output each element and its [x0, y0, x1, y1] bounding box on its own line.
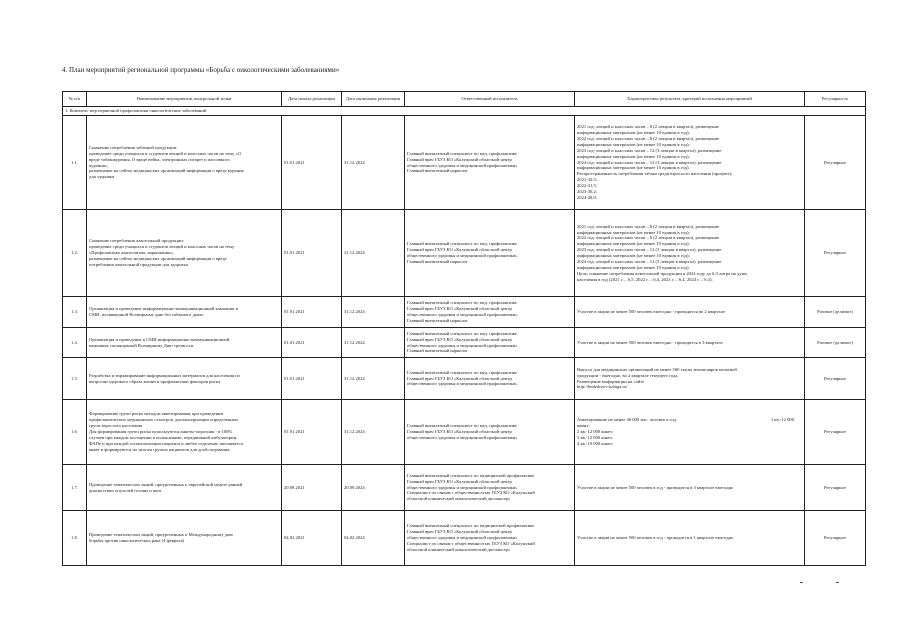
responsible-executor — [405, 328, 575, 358]
frequency: Регулярное — [805, 465, 866, 511]
row-number: 1.2. — [63, 210, 87, 297]
end-date: 31.12.2024 — [342, 358, 405, 400]
responsible-executor — [405, 116, 575, 210]
result-line: 2023 год: лекций и классных часов – 12 (3 лекции в квартал), размещение — [577, 147, 722, 153]
responsible-line: Главный внештатный нарколог — [407, 258, 468, 264]
event-name-line: групп взрослого населения — [89, 423, 143, 429]
row-number: 1.4. — [63, 328, 87, 358]
event-name-line: потребления алкогольной продукции для здоровья — [89, 261, 188, 267]
event-name-line: Формирование групп риска методом анкетирования при проведении — [89, 411, 223, 417]
row-number: 1.3. — [63, 297, 87, 328]
event-name-line: Снижение потребления алкогольной продукции: — [89, 238, 184, 244]
result-line: Анкетирование не менее 46 000 тыс. человек в год: — [577, 417, 678, 423]
responsible-line: Главный врач ГБУЗ КО «Калужский областной центр — [407, 429, 512, 435]
responsible-line: Главный внештатный специалист по мед. профилактике — [407, 241, 517, 247]
result-line: 2024 год: лекций и классных часов – 12 (3 лекции в квартал), размещение — [577, 258, 722, 264]
responsible-line: Главный внештатный нарколог — [407, 348, 468, 354]
start-date: 01.01.2021 — [282, 297, 342, 328]
start-date: 04.02.2021 — [282, 511, 342, 566]
event-name — [87, 328, 282, 358]
responsible-line: общественного здоровья и медицинской профилактики» — [407, 162, 518, 168]
event-name-line: анкет и формируются по итогам группы пациентов для дообследования. — [89, 446, 231, 452]
result-quarter-note: 1 кв.-12 000 — [770, 417, 794, 423]
responsible-line: Главный внештатный специалист по мед. профилактике — [407, 423, 517, 429]
table-row — [63, 400, 866, 465]
responsible-line: Главный врач ГБУЗ КО «Калужский областной центр — [407, 375, 512, 381]
responsible-executor — [405, 358, 575, 400]
result-line: информационных материалов (не менее 10 единиц в год); — [577, 253, 690, 258]
scan-mark — [800, 582, 803, 583]
event-name-line: Разработка и тиражирование информационных материалов для населения по — [89, 372, 240, 378]
result-line: 2021-32,5; — [577, 177, 598, 183]
table-row — [63, 116, 866, 210]
event-name-line: ФАПе и при каждой госпитализации пациента в любое отделение заполняется — [89, 440, 243, 446]
result-line: Распространенность потребления табака среди взрослого населения (процент): — [577, 171, 733, 177]
event-name-line: вреде табакокурения. О вреде вейпа, электронных сигарет и пассивного — [89, 156, 230, 162]
event-name — [87, 400, 282, 465]
end-date: 31.12.2024 — [342, 400, 405, 465]
table-row — [63, 465, 866, 511]
event-name — [87, 297, 282, 328]
table-row — [63, 511, 866, 566]
responsible-executor — [405, 210, 575, 297]
event-name-line: размещение на сайтах медицинских организаций информации о вреде — [89, 255, 227, 261]
event-name-line: курения», — [89, 162, 109, 168]
result-line: 2022 год: лекций и классных часов – 8 (2 лекции в квартал), размещение — [577, 136, 720, 142]
event-name-line: проведение среди учащихся и студентов лекций и классных часов на тему «О — [89, 150, 241, 156]
result-line: Участие в акции не менее 500 человек ежегодно - проводится во 2 квартале — [577, 309, 725, 315]
frequency: Регулярное — [805, 400, 866, 465]
frequency: Разовое (делимое) — [805, 328, 866, 358]
row-number: 1.5. — [63, 358, 87, 400]
result-line: информационных материалов (не менее 10 единиц в год); — [577, 153, 690, 159]
row-number: 1.7. — [63, 465, 87, 511]
responsible-line: общественного здоровья и медицинской профилактики» — [407, 342, 518, 348]
table-row — [63, 210, 866, 297]
header-name: Наименование мероприятия, контрольной точки — [87, 92, 282, 107]
responsible-line: Главный внештатный специалист по медицинской профилактике — [407, 472, 535, 478]
result-line: Выпуск для медицинских организаций не менее 500 тысяч экземпляров печатной — [577, 366, 737, 372]
result-line: 2023-30,2; — [577, 188, 598, 194]
end-date: 20.09.2024 — [342, 465, 405, 511]
result-line: информационных материалов (не менее 10 единиц в год); — [577, 130, 690, 136]
start-date: 01.01.2021 — [282, 116, 342, 210]
event-name — [87, 210, 282, 297]
result-description — [575, 210, 805, 297]
result-description — [575, 400, 805, 465]
responsible-line: Главный внештатный специалист по мед. профилактике — [407, 300, 517, 306]
header-start: Дата начала реализации — [282, 92, 342, 107]
end-date: 31.12.2024 — [342, 328, 405, 358]
responsible-executor — [405, 400, 575, 465]
responsible-executor — [405, 465, 575, 511]
result-line: http://budzdorov-kaluga.ru/ — [577, 384, 628, 390]
event-name-line: диагностики опухолей головы и шеи — [89, 487, 161, 493]
row-number: 1.1. — [63, 116, 87, 210]
start-date: 01.01.2021 — [282, 358, 342, 400]
end-date: 04.02.2024 — [342, 511, 405, 566]
result-line: 2021 год: лекций и классных часов – 8 (2 лекции в квартал), размещение — [577, 124, 720, 130]
header-responsible: Ответственный исполнитель — [405, 92, 575, 107]
result-description — [575, 465, 805, 511]
result-line: 3 кв.-12 000 анкет, — [577, 434, 613, 440]
result-line: Участие в акции не менее 500 человек в год - проводится в 3 квартале ежегодно — [577, 484, 734, 490]
responsible-line: общественного здоровья и медицинской профилактики» — [407, 381, 518, 387]
responsible-line: общественного здоровья и медицинской профилактики» — [407, 434, 518, 440]
header-result: Характеристика результата, критерий исполнения мероприятий — [575, 92, 805, 107]
event-name-line: проведение среди учащихся и студентов лекций и классных часов на тему — [89, 244, 235, 250]
result-description — [575, 328, 805, 358]
result-description — [575, 297, 805, 328]
responsible-line: Главный врач ГБУЗ КО «Калужский областной центр — [407, 156, 512, 162]
result-line: 2024 год: лекций и классных часов – 12 (3 лекции в квартал), размещение — [577, 159, 722, 165]
result-line: информационных материалов (не менее 10 единиц в год); — [577, 241, 690, 247]
responsible-line: общественного здоровья и медицинской профилактики» — [407, 535, 518, 541]
start-date: 01.01.2021 — [282, 400, 342, 465]
row-number: 1.6. — [63, 400, 87, 465]
result-line: 2022 год: лекций и классных часов – 8 (2 лекции в квартал), размещение — [577, 235, 720, 241]
table-row — [63, 297, 866, 328]
event-name — [87, 358, 282, 400]
result-line: Размещение информации на сайте — [577, 378, 645, 384]
end-date: 31.12.2024 — [342, 297, 405, 328]
event-name — [87, 116, 282, 210]
result-line: 2 кв.-12 000 анкет; — [577, 429, 614, 435]
header-end: Дата окончания реализации — [342, 92, 405, 107]
event-name-line: кампании, посвященной Всемирному Дню трезвости — [89, 342, 194, 348]
table-row — [63, 328, 866, 358]
result-line: информационных материалов (не менее 10 единиц в год). — [577, 165, 690, 171]
result-line: квинт; — [577, 423, 590, 429]
result-description — [575, 358, 805, 400]
responsible-line: Главный внештатный специалист по мед. профилактике — [407, 330, 517, 336]
event-name — [87, 465, 282, 511]
responsible-line: Специалист по связям с общественностью ГБУЗ КО «Калужский — [407, 490, 535, 496]
responsible-executor — [405, 297, 575, 328]
responsible-line: Главный врач ГБУЗ КО «Калужский областной центр — [407, 247, 512, 253]
table-row — [63, 358, 866, 400]
responsible-line: Главный внештатный специалист по мед. профилактике — [407, 369, 517, 375]
responsible-line: общественного здоровья и медицинской профилактики» — [407, 312, 518, 317]
start-date: 20.09.2021 — [282, 465, 342, 511]
result-line: 2023 год: лекций и классных часов – 12 (3 лекции в квартал), размещение — [577, 247, 722, 253]
event-name-line: для здоровья — [89, 174, 115, 180]
frequency: Разовое (делимое) — [805, 297, 866, 328]
responsible-line: областной клинический онкологический диспансер» — [407, 496, 511, 502]
event-name-line: СМИ, посвященной Всемирному дню без табачного дыма. — [89, 312, 204, 317]
start-date: 01.01.2021 — [282, 210, 342, 297]
event-name-line: профилактических медицинских осмотров, диспансеризации определенных — [89, 417, 239, 423]
section-row — [63, 107, 866, 116]
end-date: 31.12.2024 — [342, 116, 405, 210]
responsible-line: общественного здоровья и медицинской профилактики» — [407, 484, 518, 490]
responsible-line: областной клинический онкологический диспансер» — [407, 546, 511, 552]
frequency: Регулярное — [805, 511, 866, 566]
event-name-line: Снижение потребления табачной продукции: — [89, 144, 178, 150]
responsible-line: Главный врач ГБУЗ КО «Калужский областной центр — [407, 478, 512, 484]
event-name-line: вопросам здорового образа жизни и профилактики факторов риска — [89, 378, 221, 384]
frequency: Регулярное — [805, 210, 866, 297]
event-name-line: размещение на сайтах медицинских организаций информации о вреде курения — [89, 168, 244, 174]
result-line: 2022-31,5; — [577, 183, 598, 189]
responsible-line: Главный внештатный нарколог — [407, 317, 468, 323]
event-name-line: Проведение тематических акций, приуроченных к Международному дню — [89, 532, 233, 538]
event-name — [87, 511, 282, 566]
event-name-line: борьбы против онкологических рака (4 февраля) — [89, 538, 185, 543]
result-line: 2021 год: лекций и классных часов – 8 (2 лекции в квартал), размещение — [577, 223, 720, 229]
event-name-line: случаев при каждом посещении в поликлинике, передвижной амбулатории, — [89, 434, 238, 440]
table-header-row — [63, 92, 866, 107]
result-line: информационных материалов (не менее 10 единиц в год). — [577, 264, 690, 270]
row-number: 1.8. — [63, 511, 87, 566]
end-date: 31.12.2024 — [342, 210, 405, 297]
result-line: 4 кв.-10 000 анкет; — [577, 440, 614, 446]
responsible-line: Главный врач ГБУЗ КО «Калужский областной центр — [407, 529, 512, 535]
responsible-line: Главный врач ГБУЗ КО «Калужский областной центр — [407, 306, 512, 312]
responsible-line: Главный внештатный нарколог — [407, 168, 468, 174]
frequency: Регулярное — [805, 116, 866, 210]
result-description — [575, 116, 805, 210]
responsible-line: Главный внештатный специалист по медицинской профилактике — [407, 523, 535, 529]
frequency: Регулярное — [805, 358, 866, 400]
start-date: 01.01.2021 — [282, 328, 342, 358]
result-line: информационных материалов (не менее 10 единиц в год); — [577, 141, 690, 147]
event-name-line: Для формирования групп риска используются анкеты-опросник - в 100% — [89, 429, 233, 435]
event-name-line: Проведение тематических акций, приуроченных к европейской неделе ранней — [89, 481, 243, 487]
result-line: населения в год (2021 г. – 6,5, 2022 г. – 6,4, 2023 г. – 6,4, 2024 г. – 6,3). — [577, 276, 713, 282]
header-num: № п/п — [63, 92, 87, 107]
event-name-line: Организация и проведение информационно-коммуникационной кампании в — [89, 306, 238, 312]
scan-mark — [836, 582, 839, 583]
events-plan-table — [62, 91, 866, 566]
event-name-line: «Профилактика алкоголизма, наркомании», — [89, 250, 175, 256]
result-line: Участие в акции не менее 500 человек ежегодно - проводится в 3 квартале — [577, 339, 723, 345]
section-title: 1. Комплекс мер первичной профилактики онкологических заболеваний — [63, 107, 866, 116]
responsible-executor — [405, 511, 575, 566]
event-name-line: Организация и проведение в СМИ информационно-коммуникационной — [89, 336, 230, 342]
responsible-line: Главный внештатный специалист по мед. профилактике — [407, 150, 517, 156]
result-line: Цель: снижение потребления алкогольной продукции к 2024 году до 6,3 литра на душу — [577, 270, 748, 276]
result-line: 2024-28,0. — [577, 194, 597, 200]
responsible-line: Специалист по связям с общественностью ГБУЗ КО «Калужский — [407, 540, 535, 546]
result-line: продукции - ежегодно, во 2 квартале текущего года. — [577, 372, 679, 378]
header-frequency: Регулярность — [805, 92, 866, 107]
result-description — [575, 511, 805, 566]
result-line: Участие в акции не менее 500 человек в год - проводится в 1 квартале ежегодно — [577, 535, 734, 541]
page-title: 4. План мероприятий региональной программы «Борьба с онкологическими заболеваниями» — [62, 66, 340, 74]
responsible-line: общественного здоровья и медицинской профилактики» — [407, 253, 518, 258]
responsible-line: Главный врач ГБУЗ КО «Калужский областной центр — [407, 336, 512, 342]
result-line: информационных материалов (не менее 10 единиц в год); — [577, 229, 690, 235]
